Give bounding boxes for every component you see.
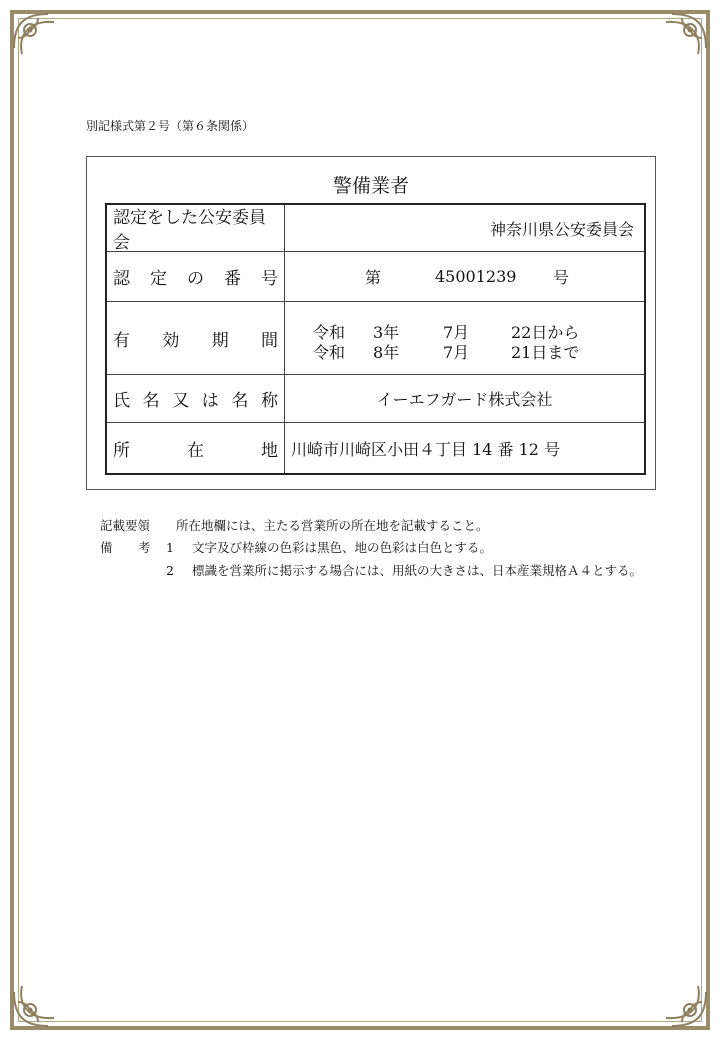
remarks-label: 考 [138,540,151,555]
table-row-authority [107,205,644,252]
remarks-label: 備 [100,540,113,555]
remark-text: 標識を営業所に掲示する場合には、用紙の大きさは、日本産業規格Ａ４とする。 [192,563,643,578]
form-label: 別記様式第２号（第６条関係） [86,119,255,133]
certification-number: 45001239 [435,267,517,286]
instructions-text: 所在地欄には、主たる営業所の所在地を記載すること。 [176,518,489,533]
corner-ornament-icon [650,970,712,1032]
value-number: 第 45001239 号 [365,267,570,287]
label-name: 氏 名 又 は 名 称 [107,375,285,422]
info-table [105,203,646,475]
label-authority: 認定をした公安委員会 [107,205,285,251]
remark-number: 1 [166,540,174,555]
label-number: 認 定 の 番 号 [107,252,285,301]
table-row-name [107,375,644,423]
remark-number: 2 [166,563,174,578]
page-title: 警備業者 [332,175,409,197]
table-row-address [107,423,644,473]
table-row-period [107,302,644,375]
corner-ornament-icon [650,8,712,70]
corner-ornament-icon [8,970,70,1032]
remark-text: 文字及び枠線の色彩は黒色、地の色彩は白色とする。 [192,540,493,555]
sign-box [86,156,656,490]
value-name: イーエフガード株式会社 [376,390,553,409]
table-row-number [107,252,644,302]
corner-ornament-icon [8,8,70,70]
value-period: 令和 3年 7月 22日から 令和 8年 7月 21日まで [313,323,580,362]
instructions-label: 記載要領 [100,518,151,533]
label-period: 有 効 期 間 [107,302,285,374]
value-authority: 神奈川県公安委員会 [489,219,634,239]
value-address: 川崎市川崎区小田４丁目 14 番 12 号 [291,439,561,459]
label-address: 所 在 地 [107,423,285,473]
